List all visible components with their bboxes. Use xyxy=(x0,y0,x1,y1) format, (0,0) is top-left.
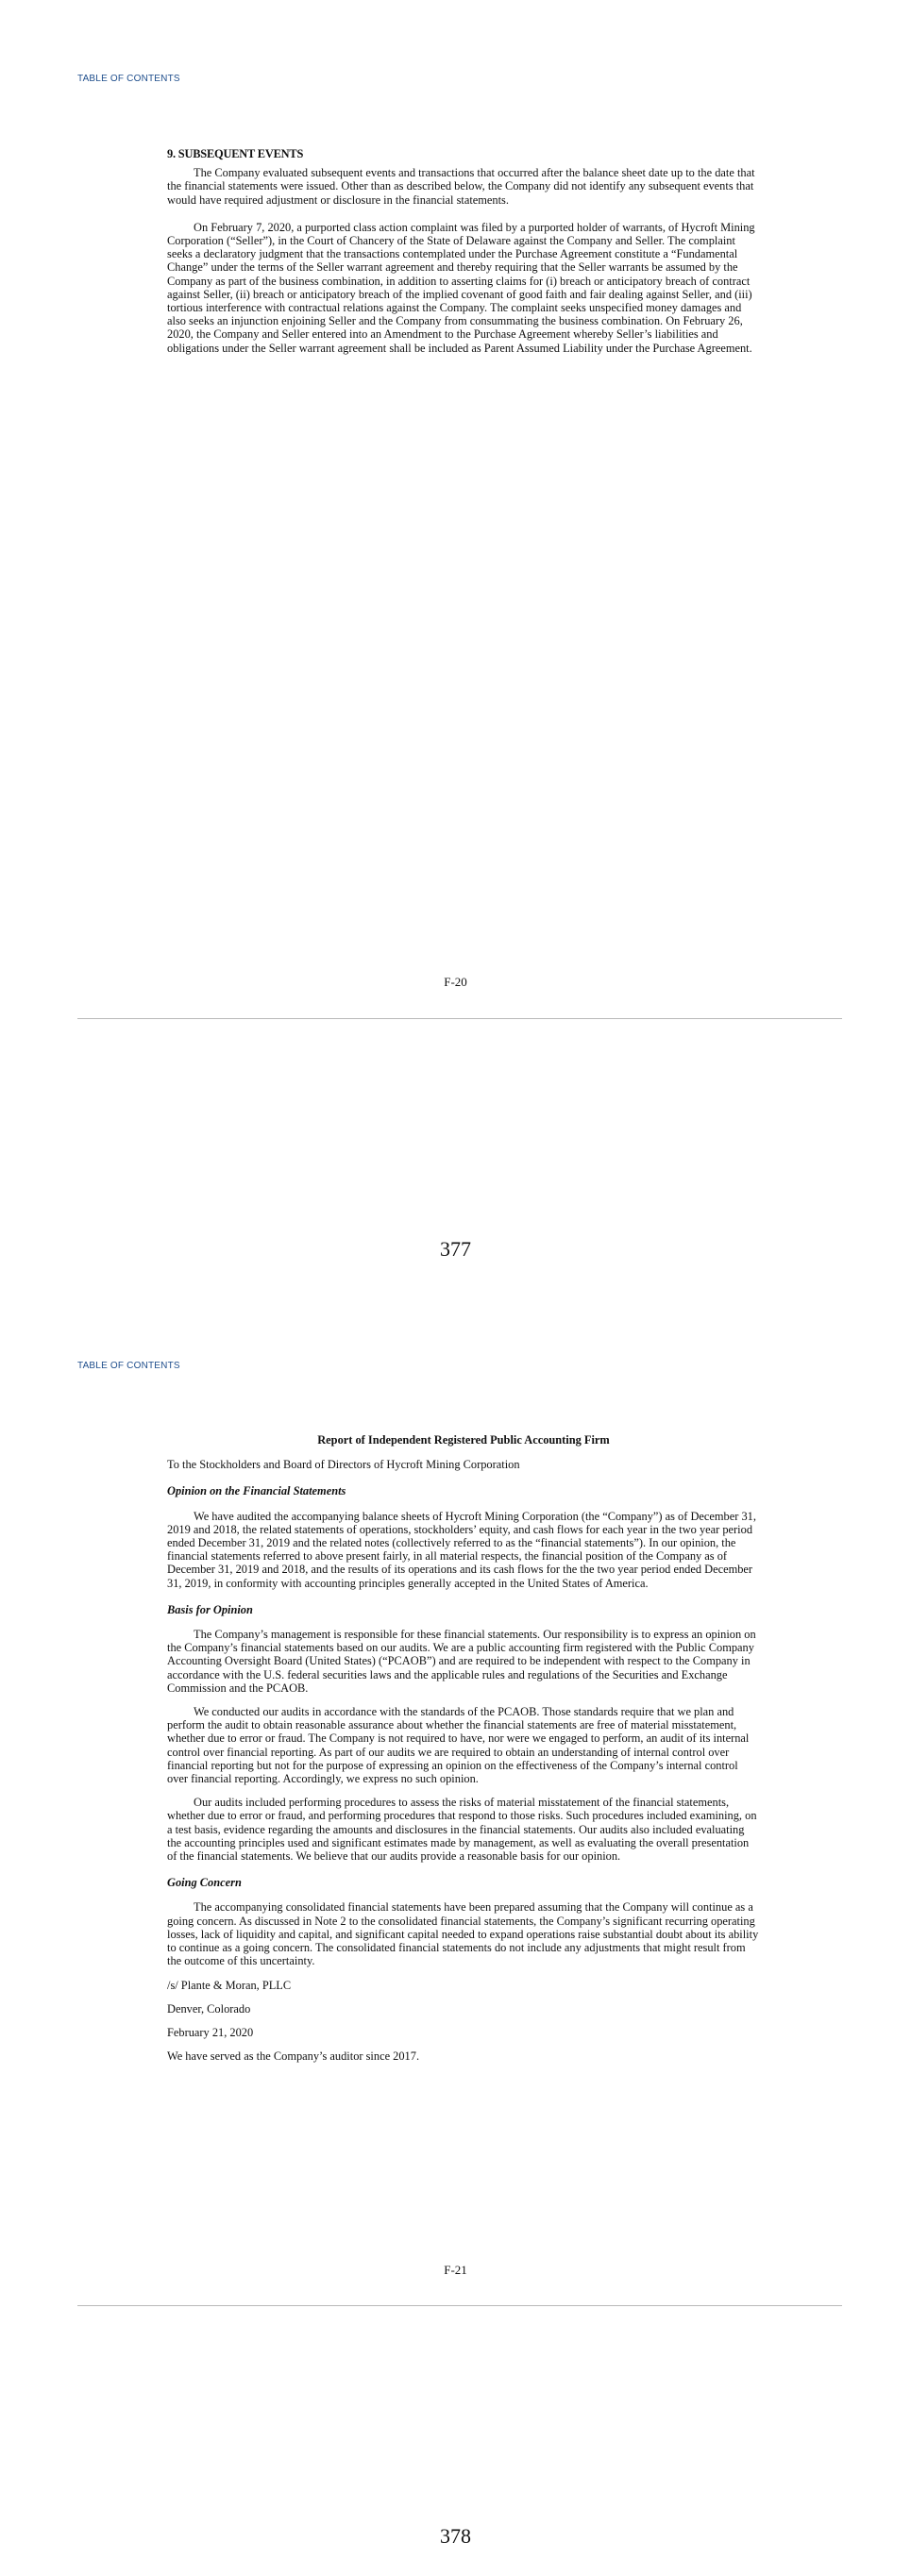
auditor-tenure: We have served as the Company’s auditor since 2017. xyxy=(167,2049,420,2064)
folio: F-21 xyxy=(444,2263,467,2277)
auditor-report xyxy=(167,1433,760,2073)
page-number: 377 xyxy=(440,1237,471,1261)
report-date: February 21, 2020 xyxy=(167,2025,254,2039)
basis-paragraph: The Company’s management is responsible for these financial statements. Our responsibility is to express an opinion on the Company’s financial statements based on our audits. We are a public accounting firm registered with the Public Company Accounting Oversight Board (United States) (“PCAOB”) and are required to be independent with respect to the Company in accordance with the U.S. federal securities laws and the applicable rules and regulations of the Securities and Exchange Commission and the PCAOB. xyxy=(167,1628,756,1695)
table-of-contents-link[interactable]: TABLE OF CONTENTS xyxy=(77,1361,180,1371)
going-concern-paragraph: The accompanying consolidated financial statements have been prepared assuming that the Company will continue as a going concern. As discussed in Note 2 to the consolidated financial statements, the Company’s significant recurring operating losses, lack of liquidity and capital, and significant capital needed to expand operations raise substantial doubt about its ability to continue as a going concern. The consolidated financial statements do not include any adjustments that might result from the outcome of this uncertainty. xyxy=(167,1900,759,1968)
basis-paragraph: Our audits included performing procedures to assess the risks of material misstatement of the financial statements, whether due to error or fraud, and performing procedures that respond to those risks. Such procedures included examining, on a test basis, evidence regarding the amounts and disclosures in the financial statements. Our audits also included evaluating the accounting principles used and significant estimates made by management, as well as evaluating the overall presentation of the financial statements. We believe that our audits provide a reasonable basis for our opinion. xyxy=(167,1796,757,1864)
paragraph: On February 7, 2020, a purported class action complaint was filed by a purported holder of warrants, of Hycroft Mining Corporation (“Seller”), in the Court of Chancery of the State of Delaware against the Company and Seller. The complaint seeks a declaratory judgment that the transactions contemplated under the Purchase Agreement constitute a “Fundamental Change” under the terms of the Seller warrant agreement and thereby requiring that the Seller warrants be assumed by the Company as part of the business combination, in addition to asserting claims for (i) breach or anticipatory breach of contract against Seller, (ii) breach or anticipatory breach of the implied covenant of good faith and fair dealing against Seller, and (iii) tortious interference with contractual relations against the Company. The complaint seeks unspecified money damages and also seeks an injunction enjoining Seller and the Company from consummating the business combination. On February 26, 2020, the Company and Seller entered into an Amendment to the Purchase Agreement whereby Seller’s liabilities and obligations under the Seller warrant agreement shall be included as Parent Assumed Liability under the Purchase Agreement. xyxy=(167,220,755,355)
section-heading: 9. SUBSEQUENT EVENTS xyxy=(167,147,304,160)
page-divider xyxy=(77,1018,842,1019)
table-of-contents-link[interactable]: TABLE OF CONTENTS xyxy=(77,74,180,84)
page-number: 378 xyxy=(440,2524,471,2548)
addressee: To the Stockholders and Board of Directors of Hycroft Mining Corporation xyxy=(167,1458,520,1472)
page-divider xyxy=(77,2305,842,2306)
report-title: Report of Independent Registered Public Accounting Firm xyxy=(317,1433,610,1447)
opinion-paragraph: We have audited the accompanying balance sheets of Hycroft Mining Corporation (the “Company”) as of December 31, 2019 and 2018, the related statements of operations, stockholders’ equity, and cash flows for each year in the two year period ended December 31, 2019 and the related notes (collectively referred to as the “financial statements”). In our opinion, the financial statements referred to above present fairly, in all material respects, the financial position of the Company as of December 31, 2019 and 2018, and the results of its operations and its cash flows for the the two year period ended December 31, 2019, in conformity with accounting principles generally accepted in the United States of America. xyxy=(167,1509,756,1590)
basis-paragraph: We conducted our audits in accordance with the standards of the PCAOB. Those standards require that we plan and perform the audit to obtain reasonable assurance about whether the financial statements are free of material misstatement, whether due to error or fraud. The Company is not required to have, nor were we engaged to perform, an audit of its internal control over financial reporting. As part of our audits we are required to obtain an understanding of internal control over financial reporting but not for the purpose of expressing an opinion on the effectiveness of the Company’s internal control over financial reporting. Accordingly, we express no such opinion. xyxy=(167,1705,750,1786)
report-location: Denver, Colorado xyxy=(167,2001,251,2016)
going-concern-heading: Going Concern xyxy=(167,1876,242,1890)
paragraph: The Company evaluated subsequent events and transactions that occurred after the balance sheet date up to the date that the financial statements were issued. Other than as described below, the Company did not identify any subsequent events that would have required adjustment or disclosure in the financial statements. xyxy=(167,166,755,207)
auditor-signature: /s/ Plante & Moran, PLLC xyxy=(167,1978,292,1992)
folio: F-20 xyxy=(444,975,467,989)
subsequent-events-section xyxy=(167,147,760,365)
basis-heading: Basis for Opinion xyxy=(167,1602,253,1616)
opinion-heading: Opinion on the Financial Statements xyxy=(167,1484,346,1498)
